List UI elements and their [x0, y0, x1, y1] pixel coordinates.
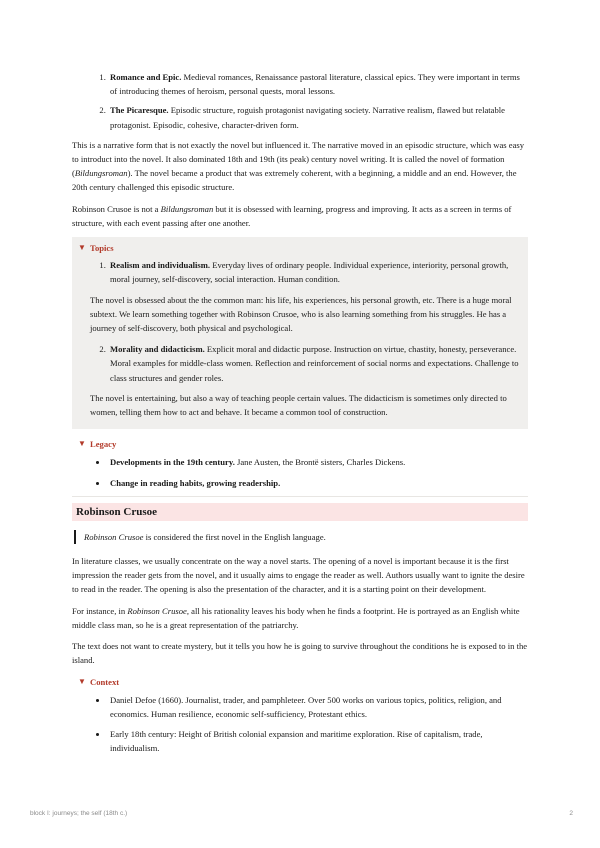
list-item: • Change in reading habits, growing readership.: [108, 476, 528, 490]
list-item: 2. The Picaresque. Episodic structure, roguish protagonist navigating society. Narrative realism, flawed but relatable protagonist. Episodic, cohesive, character-driven form.: [108, 103, 528, 131]
genre-list: [72, 70, 528, 132]
footprint-paragraph: For instance, in Robinson Crusoe, all his rationality leaves his body when he finds a footprint. He is portrayed as an English white middle class man, so he is a great representation of the patriarchy.: [72, 605, 520, 630]
triangle-down-icon[interactable]: ▼: [78, 243, 86, 253]
opening-paragraph: In literature classes, we usually concentrate on the way a novel starts. The opening of a novel is important because it is the first impression the reader gets from the novel, and it usually aims to engage the reader as well. Authors usually want to ignite the desire to read in the reader. The opening is also the presentation of the character, and it is a starting point on their development.: [72, 556, 525, 595]
list-item: 2. Morality and didacticism. Explicit moral and didactic purpose. Instruction on virtue, chastity, honesty, perseverance. Moral examples for middle-class women. Reflection and reinforcement of social norms and expectations. Challenge to class structures and gender roles.: [108, 342, 528, 385]
context-toggle-block: [72, 675, 528, 756]
mystery-paragraph: The text does not want to create mystery, but it tells you how he is going to survive throughout the conditions he is exposed to in the island.: [72, 641, 528, 666]
page-footer: [30, 810, 573, 817]
list-item: • Early 18th century: Height of British colonial expansion and maritime exploration. Rise of capitalism, trade, individualism.: [108, 727, 528, 755]
list-item: • Developments in the 19th century. Jane Austen, the Brontë sisters, Charles Dickens.: [108, 455, 528, 469]
legacy-toggle[interactable]: [78, 437, 528, 451]
legacy-toggle-block: [72, 437, 528, 490]
section-heading: Robinson Crusoe: [72, 503, 528, 521]
topics-toggle-block: [72, 237, 528, 429]
footer-title: block I: journeys; the self (18th c.): [30, 810, 128, 817]
topics-label: Topics: [90, 243, 114, 254]
page-content: [72, 70, 528, 762]
triangle-down-icon[interactable]: ▼: [78, 439, 86, 449]
context-toggle[interactable]: [78, 675, 528, 689]
triangle-down-icon[interactable]: ▼: [78, 676, 86, 686]
topics-list-1: [72, 258, 528, 286]
narrative-paragraph: This is a narrative form that is not exactly the novel but influenced it. The narrative moved in an episodic structure, which was easy to introduct into the novel. It also dominated 18th and 19th (its peak) century novel writing. It is called the novel of formation (Bildungsroman). The novel became a product that was extremely coherent, with a beginning, a middle and an end. However, the 20th century challenged this episodic structure.: [72, 139, 525, 193]
context-list: [72, 693, 528, 756]
legacy-label: Legacy: [90, 439, 117, 450]
list-item: 1. Romance and Epic. Medieval romances, Renaissance pastoral literature, classical epics. They were important in terms of introducing themes of heroism, personal quests, moral lessons.: [108, 70, 528, 98]
divider: [72, 496, 528, 497]
legacy-list: [72, 455, 528, 489]
list-item: 1. Realism and individualism. Everyday lives of ordinary people. Individual experience, interiority, personal growth, moral journey, self-discovery, social interaction. Human condition.: [108, 258, 528, 286]
crusoe-paragraph: Robinson Crusoe is not a Bildungsroman but it is obsessed with learning, progress and improving. It acts as a screen in terms of structure, with each event passing after one another.: [72, 203, 512, 228]
page-number: 2: [569, 810, 573, 817]
topics-paragraph-1: The novel is obsessed about the the common man: his life, his experiences, his personal growth, etc. There is a huge moral subtext. We learn something together with Robinson Crusoe, who is also learning something from his struggles. He has a journey of self-discovery, both physical and psychological.: [90, 294, 512, 334]
list-item: • Daniel Defoe (1660). Journalist, trader, and pamphleteer. Over 500 works on various topics, politics, religion, and economics. Human resilience, economic self-sufficiency, Protestant ethics.: [108, 693, 528, 721]
topics-list-2: [72, 342, 528, 385]
quote-block: Robinson Crusoe is considered the first novel in the English language.: [74, 530, 528, 544]
context-label: Context: [90, 676, 120, 687]
topics-paragraph-2: The novel is entertaining, but also a way of teaching people certain values. The didacticism is sometimes only directed to women, telling them how to act and behave. It became a common tool of construction.: [90, 392, 507, 418]
topics-toggle[interactable]: [78, 241, 528, 255]
